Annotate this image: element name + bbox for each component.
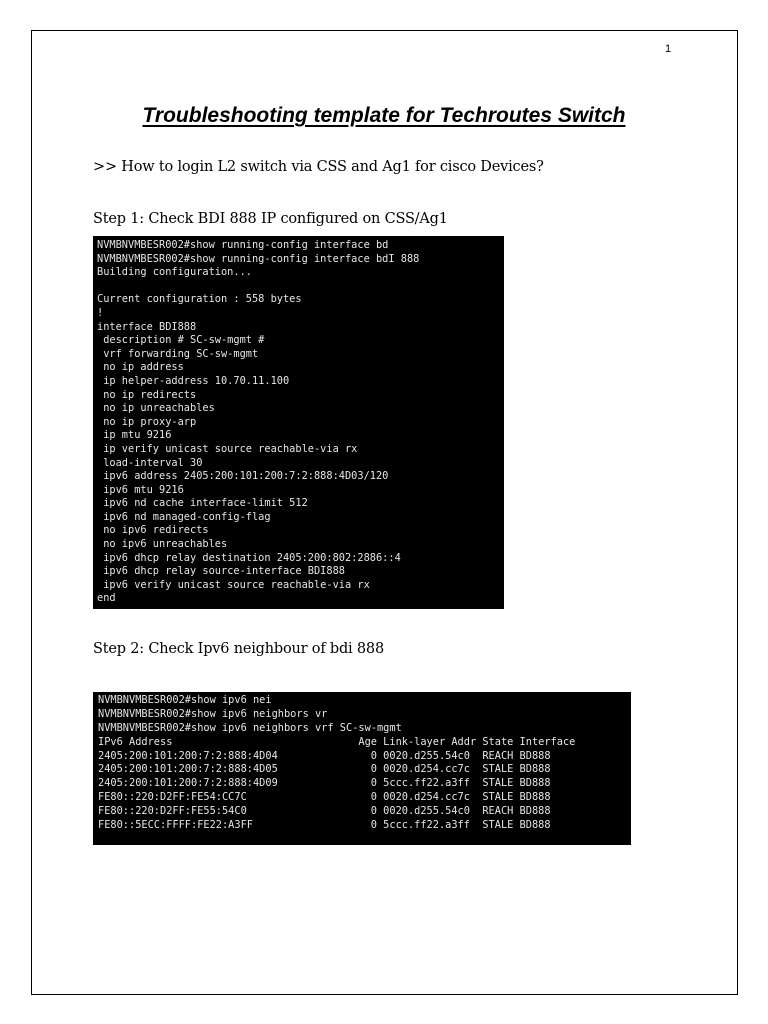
terminal-line: ipv6 address 2405:200:101:200:7:2:888:4D03/120 xyxy=(97,470,389,483)
terminal-line: ! xyxy=(97,306,104,319)
terminal-line: Current configuration : 558 bytes xyxy=(97,293,302,306)
terminal-line: NVMBNVMBESR002#show running-config interface bd xyxy=(97,239,389,251)
terminal-line: NVMBNVMBESR002#show running-config interface bdI 888 xyxy=(97,252,420,265)
step-2-terminal-screenshot xyxy=(93,692,631,845)
terminal-line: no ip proxy-arp xyxy=(97,415,197,428)
terminal-line: no ip unreachables xyxy=(97,402,215,415)
terminal-line: load-interval 30 xyxy=(97,456,203,469)
terminal-line xyxy=(97,280,504,294)
terminal-line: no ip redirects xyxy=(97,388,197,401)
document-title: Troubleshooting template for Techroutes Switch xyxy=(142,104,626,127)
terminal-line: NVMBNVMBESR002#show ipv6 neighbors vr xyxy=(98,707,328,720)
intro-question: >> How to login L2 switch via CSS and Ag1 for cisco Devices? xyxy=(93,159,544,175)
terminal-line: no ip address xyxy=(97,361,184,374)
terminal-line: ipv6 verify unicast source reachable-via rx xyxy=(97,578,370,591)
terminal-line: 2405:200:101:200:7:2:888:4D05 0 0020.d254.cc7c STALE BD888 xyxy=(98,763,551,776)
terminal-line: interface BDI888 xyxy=(97,320,197,333)
step-2-heading: Step 2: Check Ipv6 neighbour of bdi 888 xyxy=(93,641,384,657)
terminal-line: ip mtu 9216 xyxy=(97,429,172,442)
terminal-line: description # SC-sw-mgmt # xyxy=(97,334,265,347)
terminal-line: ipv6 mtu 9216 xyxy=(97,483,184,496)
terminal-line: 2405:200:101:200:7:2:888:4D09 0 5ccc.ff22.a3ff STALE BD888 xyxy=(98,777,551,790)
terminal-line: Building configuration... xyxy=(97,266,252,279)
terminal-line: ipv6 nd cache interface-limit 512 xyxy=(97,497,308,510)
terminal-line: end xyxy=(97,592,116,605)
terminal-line: no ipv6 redirects xyxy=(97,524,209,537)
terminal-line: ip verify unicast source reachable-via rx xyxy=(97,442,358,455)
terminal-line: IPv6 Address Age Link-layer Addr State Interface xyxy=(98,735,576,748)
terminal-line: 2405:200:101:200:7:2:888:4D04 0 0020.d255.54c0 REACH BD888 xyxy=(98,749,551,762)
terminal-line: FE80::220:D2FF:FE54:CC7C 0 0020.d254.cc7c STALE BD888 xyxy=(98,791,551,804)
terminal-line: ip helper-address 10.70.11.100 xyxy=(97,374,290,387)
terminal-line: FE80::220:D2FF:FE55:54C0 0 0020.d255.54c0 REACH BD888 xyxy=(98,805,551,818)
step-1-terminal-screenshot xyxy=(93,236,504,609)
terminal-line: ipv6 dhcp relay destination 2405:200:802:2886::4 xyxy=(97,551,401,564)
terminal-line: NVMBNVMBESR002#show ipv6 nei xyxy=(98,694,272,706)
terminal-line: NVMBNVMBESR002#show ipv6 neighbors vrf SC-sw-mgmt xyxy=(98,721,402,734)
terminal-line: FE80::5ECC:FFFF:FE22:A3FF 0 5ccc.ff22.a3ff STALE BD888 xyxy=(98,819,551,832)
step-1-heading: Step 1: Check BDI 888 IP configured on CSS/Ag1 xyxy=(93,211,448,227)
terminal-line: ipv6 nd managed-config-flag xyxy=(97,510,271,523)
terminal-line: ipv6 dhcp relay source-interface BDI888 xyxy=(97,565,345,578)
terminal-line: vrf forwarding SC-sw-mgmt xyxy=(97,347,259,360)
page-number: 1 xyxy=(665,43,672,55)
terminal-line: no ipv6 unreachables xyxy=(97,538,228,551)
